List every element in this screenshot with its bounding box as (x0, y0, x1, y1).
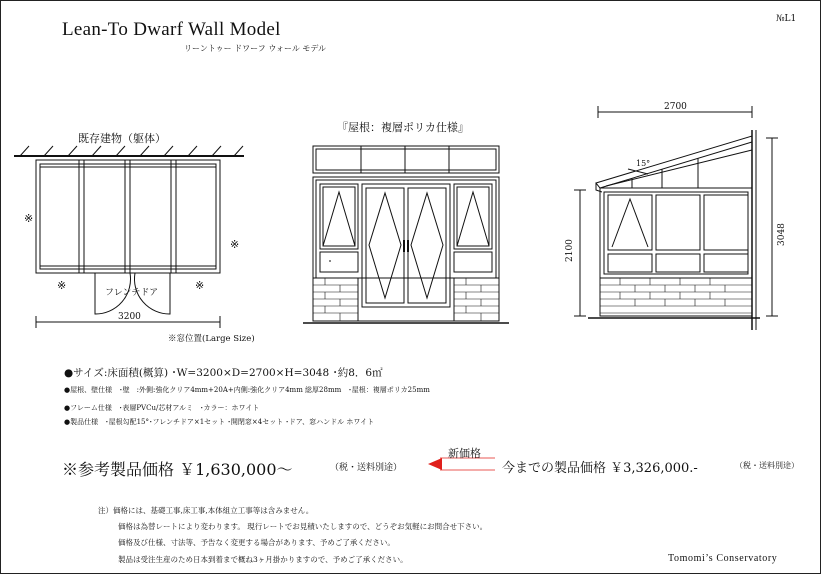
wall-hatching (20, 146, 243, 156)
reference-price-tax: （税・送料別途） (330, 463, 403, 473)
spec-roof-wall: ●屋根、壁仕様 ･壁 :外側:強化クリア4mm+20A+内側:強化クリア4mm 総厚28mm ･屋根：複層ポリカ25mm (64, 386, 430, 394)
side-height-high: 3048 (777, 223, 787, 246)
arrow-head (428, 458, 442, 470)
side-roof-pitch: 15° (636, 159, 651, 168)
previous-price-tax: （税・送料別途） (735, 461, 799, 470)
front-brick-left (313, 278, 358, 321)
side-brick (600, 278, 752, 316)
plan-window-note: ※窓位置(Large Size) (168, 334, 255, 344)
plan-window-mark-right: ※ (230, 238, 240, 251)
new-price-label: 新価格 (448, 447, 481, 460)
page-subtitle: リーントゥー ドワーフ ウォール モデル (184, 44, 326, 53)
note-line: 製品は受注生産のため日本到着まで概ね3ヶ月掛かりますので、予めご了承ください。 (118, 555, 408, 564)
spec-product: ●製品仕様 ･屋根勾配15°･フレンチドア×1セット ･開閉窓×4セット ･ドア、窓ハンドル ホワイト (64, 418, 375, 426)
page-title: Lean-To Dwarf Wall Model (62, 19, 281, 40)
side-height-low: 2100 (565, 239, 575, 262)
plan-window-mark-front-left: ※ (57, 279, 67, 292)
front-brick-right (454, 278, 499, 321)
spec-frame: ●フレーム仕様 ･表層PVCu/芯材アルミ ･カラー：ホワイト (64, 404, 260, 412)
plan-view (14, 131, 255, 344)
plan-existing-label: 既存建物（躯体） (78, 132, 166, 145)
plan-door-label: フレンチドア (105, 288, 159, 298)
note-line: 価格及び仕様、寸法等、予告なく変更する場合があります、予めご了承ください。 (118, 538, 395, 547)
document-number: №L1 (776, 14, 797, 24)
note-line: 価格は為替レートにより変わります。 現行レートでお見積いたしますので、どうぞお気軽にお問合せ下さい。 (118, 522, 488, 531)
side-elevation (565, 102, 787, 330)
front-roof-label: 『屋根：複層ポリカ仕様』 (337, 121, 469, 134)
plan-window-mark-left: ※ (24, 212, 34, 225)
plan-window-mark-front-right: ※ (195, 279, 205, 292)
spec-size: ●サイズ:床面積(概算) ･W=3200×D=2700×H=3048 ･約8．6㎡ (64, 367, 383, 379)
reference-price: ※参考製品価格 ￥1,630,000～ (62, 460, 293, 479)
front-elevation (303, 120, 509, 323)
plan-width-dimension: 3200 (118, 312, 141, 322)
side-depth-dimension: 2700 (664, 102, 687, 112)
note-line: 注）価格には、基礎工事,床工事,本体組立工事等は含みません。 (98, 506, 314, 515)
previous-price: 今までの製品価格 ￥3,326,000.- (502, 461, 698, 476)
brand-name: Tomomi’s Conservatory (668, 553, 778, 564)
